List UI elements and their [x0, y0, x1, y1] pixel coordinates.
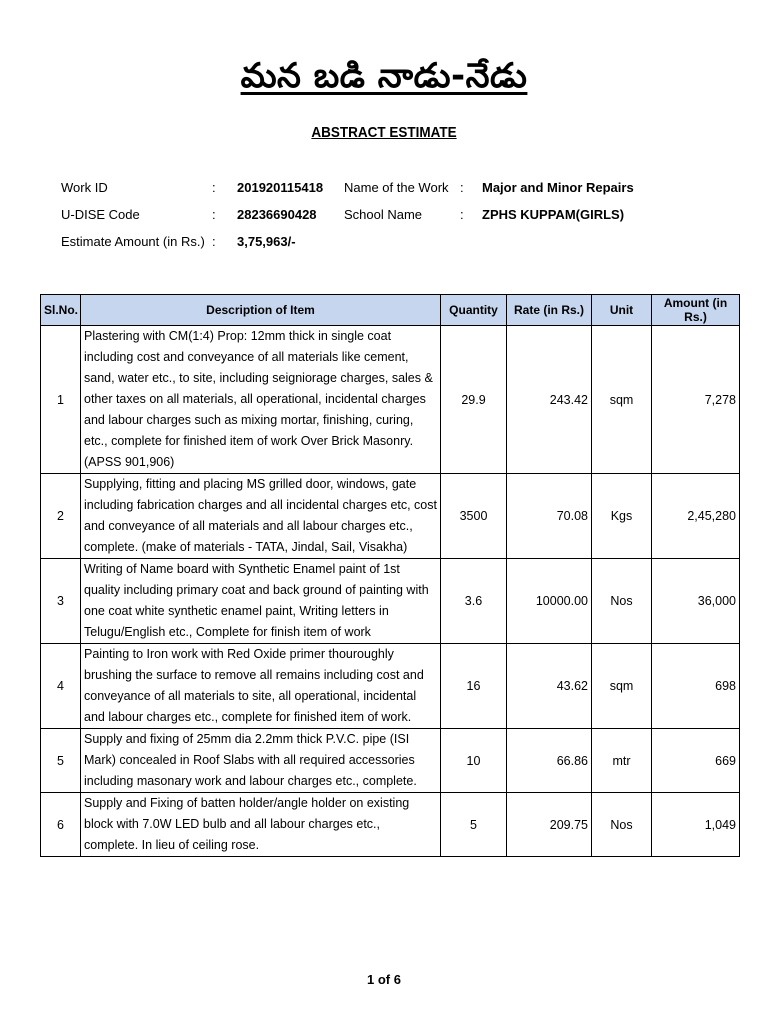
table-header-row [41, 295, 740, 326]
school-name-label: School Name [344, 207, 423, 222]
cell-rate: 243.42 [507, 326, 592, 474]
cell-description: Painting to Iron work with Red Oxide primer thouroughly brushing the surface to remove all remains including cost and conveyance of all materials to site, all operational, incidental and labour charges etc., complete for finished item of work. [81, 644, 441, 729]
estimate-table [40, 294, 740, 857]
cell-slno: 3 [41, 559, 81, 644]
cell-amount: 698 [652, 644, 740, 729]
estimate-label: Estimate Amount (in Rs.) [61, 234, 205, 249]
estimate-value: 3,75,963/- [237, 234, 296, 249]
colon: : [212, 234, 216, 249]
table-row [41, 793, 740, 857]
page-subtitle: ABSTRACT ESTIMATE [311, 124, 457, 141]
work-name-value: Major and Minor Repairs [482, 180, 634, 195]
cell-rate: 10000.00 [507, 559, 592, 644]
cell-slno: 5 [41, 729, 81, 793]
cell-description: Supply and Fixing of batten holder/angle holder on existing block with 7.0W LED bulb and all labour charges etc., complete. In lieu of ceiling rose. [81, 793, 441, 857]
cell-slno: 4 [41, 644, 81, 729]
work-id-label: Work ID [61, 180, 108, 195]
cell-unit: sqm [592, 644, 652, 729]
colon: : [460, 207, 464, 222]
cell-unit: Nos [592, 793, 652, 857]
cell-rate: 70.08 [507, 474, 592, 559]
table-row [41, 644, 740, 729]
cell-description: Supply and fixing of 25mm dia 2.2mm thick P.V.C. pipe (ISI Mark) concealed in Roof Slabs with all required accessories including masonary work and labour charges etc., complete. [81, 729, 441, 793]
school-name-value: ZPHS KUPPAM(GIRLS) [482, 207, 625, 222]
cell-amount: 7,278 [652, 326, 740, 474]
cell-quantity: 3500 [441, 474, 507, 559]
udise-value: 28236690428 [237, 207, 317, 222]
cell-slno: 6 [41, 793, 81, 857]
table-row [41, 474, 740, 559]
cell-slno: 1 [41, 326, 81, 474]
cell-slno: 2 [41, 474, 81, 559]
cell-quantity: 16 [441, 644, 507, 729]
colon: : [212, 180, 216, 195]
colon: : [460, 180, 464, 195]
header-quantity: Quantity [441, 295, 507, 326]
cell-description: Supplying, fitting and placing MS grilled door, windows, gate including fabrication charges and all incidental charges etc, cost and conveyance of all materials and all labour charges etc., complete. (make of materials - TATA, Jindal, Sail, Visakha) [81, 474, 441, 559]
cell-quantity: 29.9 [441, 326, 507, 474]
cell-amount: 669 [652, 729, 740, 793]
page-number: 1 of 6 [367, 972, 401, 987]
udise-label: U-DISE Code [61, 207, 140, 222]
cell-amount: 1,049 [652, 793, 740, 857]
cell-amount: 36,000 [652, 559, 740, 644]
header-slno: Sl.No. [41, 295, 81, 326]
table-row [41, 559, 740, 644]
cell-amount: 2,45,280 [652, 474, 740, 559]
header-rate: Rate (in Rs.) [507, 295, 592, 326]
cell-description: Writing of Name board with Synthetic Enamel paint of 1st quality including primary coat and back ground of painting with one coat white synthetic enamel paint, Writing letters in Telugu/English etc., Complete for finish item of work [81, 559, 441, 644]
table-row [41, 729, 740, 793]
cell-unit: Nos [592, 559, 652, 644]
cell-quantity: 10 [441, 729, 507, 793]
cell-unit: mtr [592, 729, 652, 793]
header-unit: Unit [592, 295, 652, 326]
cell-quantity: 3.6 [441, 559, 507, 644]
cell-description: Plastering with CM(1:4) Prop: 12mm thick in single coat including cost and conveyance of all materials like cement, sand, water etc., to site, including seigniorage charges, sales & other taxes on all materials, all operational, incidental charges and labour charges such as mixing mortar, finishing, curing, etc., complete for finished item of work Over Brick Masonry. (APSS 901,906) [81, 326, 441, 474]
header-description: Description of Item [81, 295, 441, 326]
work-name-label: Name of the Work [344, 180, 449, 195]
header-amount: Amount (in Rs.) [652, 295, 740, 326]
page-title: మన బడి నాడు-నేడు [240, 56, 528, 96]
cell-quantity: 5 [441, 793, 507, 857]
colon: : [212, 207, 216, 222]
cell-rate: 209.75 [507, 793, 592, 857]
table-row [41, 326, 740, 474]
cell-unit: Kgs [592, 474, 652, 559]
cell-rate: 66.86 [507, 729, 592, 793]
cell-unit: sqm [592, 326, 652, 474]
cell-rate: 43.62 [507, 644, 592, 729]
work-id-value: 201920115418 [237, 180, 324, 195]
